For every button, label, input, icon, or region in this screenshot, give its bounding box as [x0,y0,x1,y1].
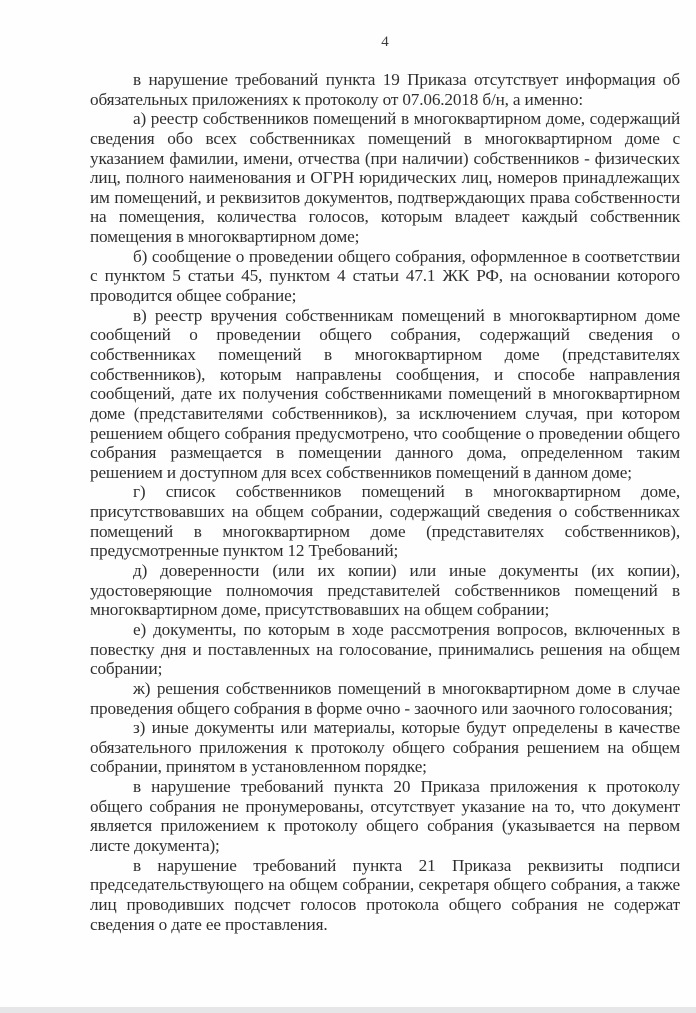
paragraph-item-b-meeting-notice: б) сообщение о проведении общего собрания, оформленное в соответствии с пунктом 5 статьи 45, пунктом 4 статьи 47.1 ЖК РФ, на основании которого проводится общее собрание; [90,246,680,306]
paragraph-item-d-powers-of-attorney: д) доверенности (или их копии) или иные документы (их копии), удостоверяющие полномочия представителей собственников помещений в многоквартирном доме, присутствовавших на общем собрании; [90,561,680,620]
bottom-edge-strip [0,1007,696,1013]
paragraph-item-z-other-documents: з) иные документы или материалы, которые будут определены в качестве обязательного приложения к протоколу общего собрания решением на общем собрании, принятом в установленном порядке; [90,718,680,777]
paragraph-item-e-decision-documents: е) документы, по которым в ходе рассмотрения вопросов, включенных в повестку дня и поставленных на голосование, принимались решения на общем собрании; [90,619,680,679]
document-body [90,70,680,934]
paragraph-item-v-delivery-register: в) реестр вручения собственникам помещений в многоквартирном доме сообщений о проведении общего собрания, содержащий сведения о собственниках помещений в многоквартирном доме (представителях собственников), которым направлены сообщения, и способе направления сообщений, дате их получения собственниками помещений в многоквартирном доме (представителями собственников), за исключением случая, при котором решением общего собрания предусмотрено, что сообщение о проведении общего собрания размещается в помещении данного дома, определенном таким решением и доступном для всех собственников помещений в данном доме; [90,305,680,482]
page-number: 4 [381,34,389,50]
paragraph-item-21-violation: в нарушение требований пункта 21 Приказа реквизиты подписи председательствующего на общем собрании, секретаря общего собрания, а также лиц проводивших подсчет голосов протокола общего собрания не содержат сведения о дате ее проставления. [90,855,680,934]
paragraph-item-a-owners-register: а) реестр собственников помещений в многоквартирном доме, содержащий сведения обо всех собственниках помещений в многоквартирном доме с указанием фамилии, имени, отчества (при наличии) собственников - физических лиц, полного наименования и ОГРН юридических лиц, номеров принадлежащих им помещений, и реквизитов документов, подтверждающих права собственности на помещения, количества голосов, которым владеет каждый собственник помещения в многоквартирном доме; [90,109,680,247]
paragraph-item-g-attendee-list: г) список собственников помещений в многоквартирном доме, присутствовавших на общем собрании, содержащий сведения о собственниках помещений в многоквартирном доме (представителях собственников), предусмотренные пунктом 12 Требований; [90,482,680,561]
paragraph-item-zh-owner-decisions: ж) решения собственников помещений в многоквартирном доме в случае проведения общего собрания в форме очно - заочного или заочного голосования; [90,678,680,718]
paragraph-item-20-violation: в нарушение требований пункта 20 Приказа приложения к протоколу общего собрания не пронумерованы, отсутствует указание на то, что документ является приложением к протоколу общего собрания (указывается на первом листе документа); [90,777,680,855]
paragraph-item-19-violation: в нарушение требований пункта 19 Приказа отсутствует информация об обязательных приложениях к протоколу от 07.06.2018 б/н, а именно: [90,70,680,109]
